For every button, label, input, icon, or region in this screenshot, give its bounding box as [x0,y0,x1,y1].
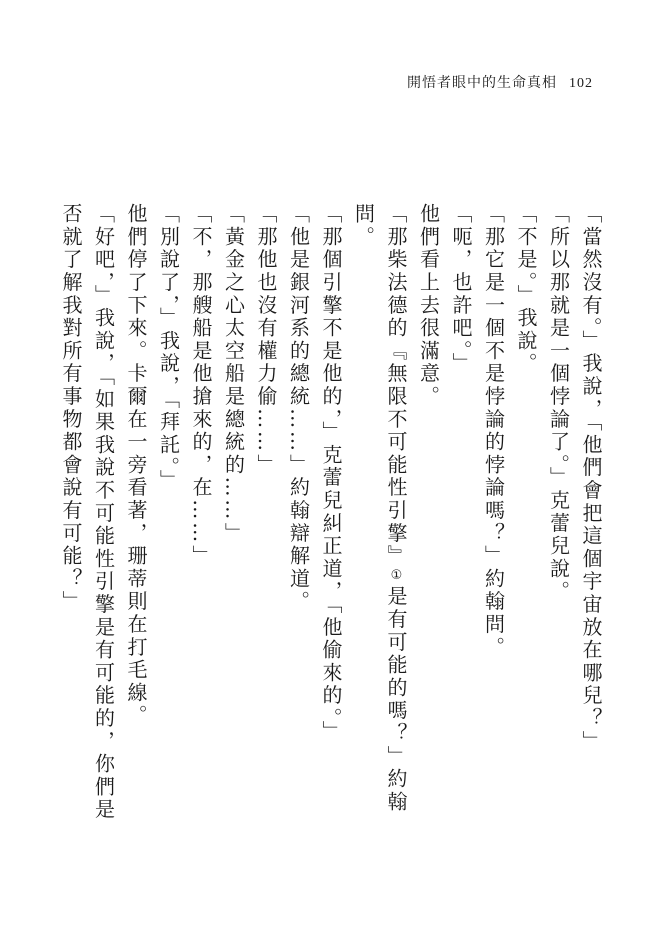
paragraph: 「那它是一個不是悖論的悖論嗎？」約翰問。 [481,203,506,659]
paragraph: 「不，那艘船是他搶來的，在……」 [189,203,213,568]
paragraph: 「當然沒有。」我說，「他們會把這個宇宙放在哪兒？」 [579,203,603,753]
running-title: 開悟者眼中的生命真相 [407,75,557,91]
paragraph: 「那個引擎不是他的，」克蕾兒糾正道，「他偷來的。」 [319,203,343,743]
paragraph-text: 是有可能的嗎？」約翰問。 [351,203,408,814]
paragraph: 「別說了，」我說，「拜託。」 [156,203,181,493]
paragraph: 「那他也沒有權力偷……」 [254,203,278,477]
paragraph [347,203,412,843]
paragraph: 「不是。」我說。 [514,203,538,376]
paragraph: 「黃金之心太空船是總統的……」 [221,203,246,545]
paragraph: 「呃，也許吧。」 [449,203,473,376]
paragraph: 他們停了下來。卡爾在一旁看著，珊蒂則在打毛線。 [124,203,148,728]
paragraph: 「好吧，」我說，「如果我說不可能性引擎是有可能的，你們是否就了解我對所有事物都會說有可能？」 [59,203,116,822]
body-text [59,203,607,843]
footnote-marker: ① [389,567,404,586]
paragraph-text: 「那柴法德的『無限不可能性引擎』 [384,203,408,568]
paragraph: 「他是銀河系的總統……」約翰辯解道。 [286,203,311,614]
paragraph: 「所以那就是一個悖論了。」克蕾兒說。 [546,203,571,604]
page-number: 102 [569,76,593,91]
running-header [407,72,593,92]
paragraph: 他們看上去很滿意。 [416,203,441,409]
